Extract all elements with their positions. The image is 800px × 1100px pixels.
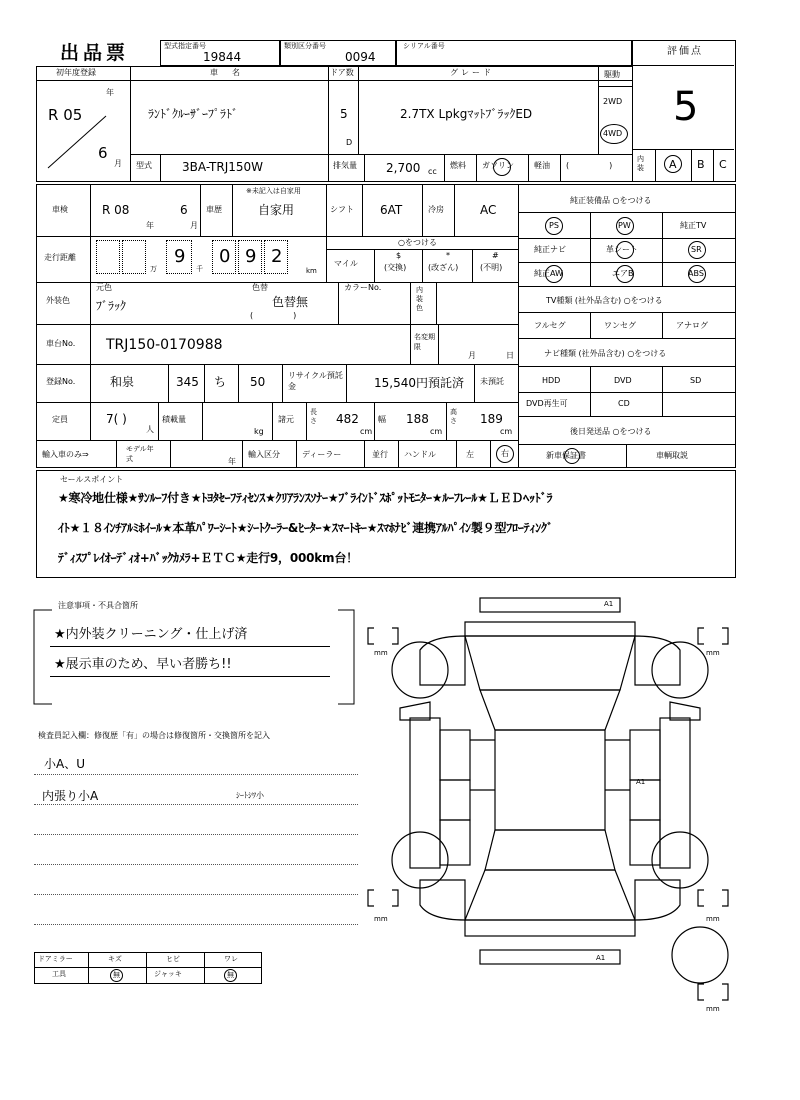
serial-cell xyxy=(396,40,632,66)
disp-unit: cc xyxy=(428,167,437,176)
sales-line-1: ★寒冷地仕様★ｻﾝﾙｰﾌ付き★ﾄﾖﾀｾｰﾌﾃｨｾﾝｽ★ｸﾘｱﾗﾝｽｿﾅｰ★ﾌﾞﾗｲﾝﾄﾞｽﾎﾟｯﾄﾓﾆﾀｰ★ﾙｰﾌﾚｰﾙ★ＬＥＤﾍｯﾄﾞﾗ xyxy=(58,491,553,505)
serial-label: シリアル番号 xyxy=(403,42,445,50)
length: 482 xyxy=(336,412,359,426)
length-label: 長さ xyxy=(310,408,317,425)
fuel-gasoline: ガソリン xyxy=(482,161,514,170)
diagram-unit-rr: mm xyxy=(706,915,720,923)
tamper-option: (改ざん) xyxy=(428,263,459,272)
sales-label: セールスポイント xyxy=(60,475,124,484)
plate-area: 和泉 xyxy=(110,375,135,389)
navi-cd: CD xyxy=(618,399,630,408)
orig-color-label: 元色 xyxy=(96,283,112,292)
mileage-digit-4: 2 xyxy=(271,246,283,267)
legend-crack: ヒビ xyxy=(166,955,180,963)
notes-line-2: ★展示車のため、早い者勝ち!! xyxy=(54,657,232,672)
form-title: 出品票 xyxy=(60,42,130,64)
drive-4wd: 4WD xyxy=(603,129,623,138)
diagram-unit-spare: mm xyxy=(706,1005,720,1013)
mileage-digit-1: 9 xyxy=(174,246,186,267)
inspect-month: 6 xyxy=(180,203,188,217)
mileage-label: 走行距離 xyxy=(44,253,76,262)
diagram-unit-fr: mm xyxy=(706,649,720,657)
dims-label: 諸元 xyxy=(278,415,294,424)
chassis: TRJ150-0170988 xyxy=(106,337,223,353)
score-label: 評価点 xyxy=(667,46,703,57)
capacity-label: 定員 xyxy=(52,415,68,424)
tv-fullseg: フルセグ xyxy=(534,321,566,330)
height-label: 高さ xyxy=(450,408,457,425)
chassis-label: 車台No. xyxy=(46,339,76,348)
diagram-unit-rl: mm xyxy=(374,915,388,923)
equip-ps: PS xyxy=(549,221,559,230)
type-no-cell xyxy=(160,40,280,66)
fuel-label: 燃料 xyxy=(450,161,466,170)
load-kg: kg xyxy=(254,427,264,436)
legend-jack: ジャッキ xyxy=(154,970,182,978)
inspector-label: 検査員記入欄：修復歴「有」の場合は修復箇所・交換箇所を記入 xyxy=(38,731,270,740)
mile-option: マイル xyxy=(334,259,358,268)
inspector-line-1: 小A、U xyxy=(44,757,85,771)
handle-right: 右 xyxy=(501,449,509,458)
score-box xyxy=(632,40,736,182)
import-label: 輸入車のみ⇒ xyxy=(42,450,89,459)
disp-label: 排気量 xyxy=(333,161,357,170)
plate-num: 50 xyxy=(250,375,266,389)
exchange-sym: $ xyxy=(396,251,402,260)
inspect-month-mark: 月 xyxy=(190,221,198,230)
fuel-other: ( ) xyxy=(566,161,613,170)
doors: 5 xyxy=(340,107,348,121)
handle-left: 左 xyxy=(466,450,474,459)
capacity-person: 人 xyxy=(146,425,154,434)
legend-scratch: キズ xyxy=(108,955,122,963)
width-label: 幅 xyxy=(378,415,386,424)
mileage-man: 万 xyxy=(150,265,157,273)
plate-kana: ち xyxy=(214,375,227,389)
repaint-label: 色替 xyxy=(252,283,268,292)
equip-aw: 純正AW xyxy=(534,269,563,278)
navi-sd: SD xyxy=(690,376,702,385)
color-no-label: カラーNo. xyxy=(344,283,382,292)
tamper-sym: * xyxy=(446,251,450,260)
recycle-status: 未預託 xyxy=(480,377,504,386)
interior-b: B xyxy=(697,158,705,171)
legend-mirror: ドアミラー xyxy=(38,955,73,963)
legend-jack-none: 無 xyxy=(227,971,234,979)
navi-dvd-play: DVD再生可 xyxy=(526,399,568,408)
score-value: 5 xyxy=(673,84,699,130)
docs-manual: 車輌取説 xyxy=(656,451,688,460)
shift: 6AT xyxy=(380,203,403,217)
mileage-box-2 xyxy=(122,240,146,274)
height: 189 xyxy=(480,412,503,426)
repaint-paren: ( ) xyxy=(250,311,297,320)
sales-line-3: ﾃﾞｨｽﾌﾟﾚｲｵｰﾃﾞｨｵ+ﾊﾞｯｸｶﾒﾗ+ＥＴＣ★走行9，000km台！ xyxy=(58,551,358,565)
model-label: 型式 xyxy=(136,161,152,170)
interior-label: 内装 xyxy=(637,155,644,172)
notes-bracket xyxy=(30,600,360,710)
int-color-label: 内装色 xyxy=(416,286,423,312)
mileage-mark-label: ○をつける xyxy=(398,238,437,247)
load-label: 積載量 xyxy=(162,415,186,424)
equip-tv: 純正TV xyxy=(680,221,707,230)
plate-class: 345 xyxy=(176,375,199,389)
ac: AC xyxy=(480,203,497,217)
reg-year-mark: 年 xyxy=(106,88,114,97)
equip-sr: SR xyxy=(691,245,702,254)
navi-hdd: HDD xyxy=(542,376,561,385)
legend-break: ワレ xyxy=(224,955,238,963)
history-label: 車歴 xyxy=(206,205,222,214)
notes-label: 注意事項・不具合箇所 xyxy=(58,601,138,610)
docs-warranty-circle xyxy=(564,448,580,464)
model-year-label: モデル年式 xyxy=(126,445,154,463)
exchange-option: (交換) xyxy=(384,263,407,272)
type-no-label: 型式指定番号 xyxy=(164,42,206,50)
inspector-line-2a: 内張り小A xyxy=(42,789,99,803)
width: 188 xyxy=(406,412,429,426)
color-label: 外装色 xyxy=(46,296,70,305)
repaint: 色替無 xyxy=(272,295,309,309)
car-name-label: 車 名 xyxy=(210,68,243,77)
import-dealer: ディーラー xyxy=(302,450,342,459)
equip-abs: ABS xyxy=(688,269,704,278)
model-year-mark: 年 xyxy=(228,457,236,466)
unknown-option: (不明) xyxy=(480,263,503,272)
doors-suffix: D xyxy=(346,138,353,147)
history-note: ※未記入は自家用 xyxy=(246,187,301,195)
drive-label: 駆動 xyxy=(604,70,620,79)
recycle-amount: 15,540円預託済 xyxy=(374,376,464,390)
title-exp-label: 名変期限 xyxy=(414,333,435,351)
inspect-era: R 08 xyxy=(102,203,130,217)
diagram-mark-bottom: A1 xyxy=(596,954,606,962)
inspect-label: 車検 xyxy=(52,205,68,214)
mileage-digit-2: 0 xyxy=(219,246,231,267)
equipment-title: 純正装備品 ○をつける xyxy=(570,196,652,205)
docs-warranty: 新車保証書 xyxy=(546,451,586,460)
class-no-label: 類別区分番号 xyxy=(284,42,326,50)
navi-dvd: DVD xyxy=(614,376,632,385)
disp: 2,700 xyxy=(386,161,421,175)
handle-label: ハンドル xyxy=(404,450,436,459)
grade: 2.7TX LpkgﾏｯﾄﾌﾞﾗｯｸED xyxy=(400,107,533,121)
legend-tools-none: 無 xyxy=(113,971,120,979)
inspect-year-mark: 年 xyxy=(146,221,154,230)
navi-title: ナビ種類 (社外品含む) ○をつける xyxy=(544,349,667,358)
reg-month-mark: 月 xyxy=(114,159,122,168)
tv-analog: アナログ xyxy=(676,321,708,330)
reg-diagonal xyxy=(44,112,114,172)
type-no-value: 19844 xyxy=(203,50,242,64)
reg-month: 6 xyxy=(98,144,108,162)
sales-line-2: ｲﾄ★１８ｲﾝﾁｱﾙﾐﾎｲｰﾙ★本革ﾊﾟﾜｰｼｰﾄ★ｼｰﾄｸｰﾗｰ&ﾋｰﾀｰ★ｽﾏｰﾄｷｰ★ｽﾏﾎﾅﾋﾞ連携ｱﾙﾊﾟｲﾝ製９型ﾌﾛｰﾃｨﾝｸﾞ xyxy=(58,521,553,535)
import-cat-label: 輸入区分 xyxy=(248,450,280,459)
recycle-label: リサイクル預託金 xyxy=(288,371,343,391)
equip-pw: PW xyxy=(618,221,631,230)
legend-tools: 工具 xyxy=(52,970,66,978)
ac-label: 冷房 xyxy=(428,205,444,214)
capacity: 7( ) xyxy=(106,412,127,426)
mileage-digit-3: 9 xyxy=(245,246,257,267)
height-cm: cm xyxy=(500,427,513,436)
title-exp-month: 月 xyxy=(468,351,476,360)
class-no-value: 0094 xyxy=(345,50,376,64)
equip-navi: 純正ナビ xyxy=(534,245,566,254)
doors-label: ドア数 xyxy=(330,68,354,77)
docs-title: 後日発送品 ○をつける xyxy=(570,427,652,436)
equip-leather: 革シート xyxy=(606,245,638,254)
mileage-km: km xyxy=(306,267,317,275)
tv-title: TV種類 (社外品含む) ○をつける xyxy=(546,296,663,305)
car-name: ﾗﾝﾄﾞｸﾙｰｻﾞｰﾌﾟﾗﾄﾞ xyxy=(148,107,239,121)
mileage-box-1 xyxy=(96,240,120,274)
import-parallel: 並行 xyxy=(372,450,388,459)
fuel-light-oil: 軽油 xyxy=(534,161,550,170)
interior-c: C xyxy=(719,158,727,171)
diagram-mark-side: A1 xyxy=(636,778,646,786)
grade-label: グレード xyxy=(450,68,494,77)
fuel-circle xyxy=(493,158,511,176)
inspector-line-2b: ｼｰﾄｼﾜ小 xyxy=(236,791,264,800)
diagram-unit-fl: mm xyxy=(374,649,388,657)
plate-label: 登録No. xyxy=(46,377,76,386)
class-no-cell xyxy=(280,40,396,66)
model: 3BA-TRJ150W xyxy=(182,160,264,174)
equip-airbag: エアB xyxy=(612,269,634,278)
tv-oneseg: ワンセグ xyxy=(604,321,636,330)
width-cm: cm xyxy=(430,427,443,436)
reg-label: 初年度登録 xyxy=(56,68,96,77)
interior-a: A xyxy=(669,158,677,171)
history: 自家用 xyxy=(258,203,295,217)
drive-2wd: 2WD xyxy=(603,97,623,106)
reg-era: R 05 xyxy=(48,106,83,124)
shift-label: シフト xyxy=(330,205,354,214)
mileage-sen: 千 xyxy=(196,265,203,273)
title-exp-day: 日 xyxy=(506,351,514,360)
orig-color: ﾌﾞﾗｯｸ xyxy=(96,299,127,313)
unknown-sym: # xyxy=(492,251,499,260)
length-cm: cm xyxy=(360,427,373,436)
diagram-mark-top: A1 xyxy=(604,600,614,608)
notes-line-1: ★内外装クリーニング・仕上げ済 xyxy=(54,627,248,642)
